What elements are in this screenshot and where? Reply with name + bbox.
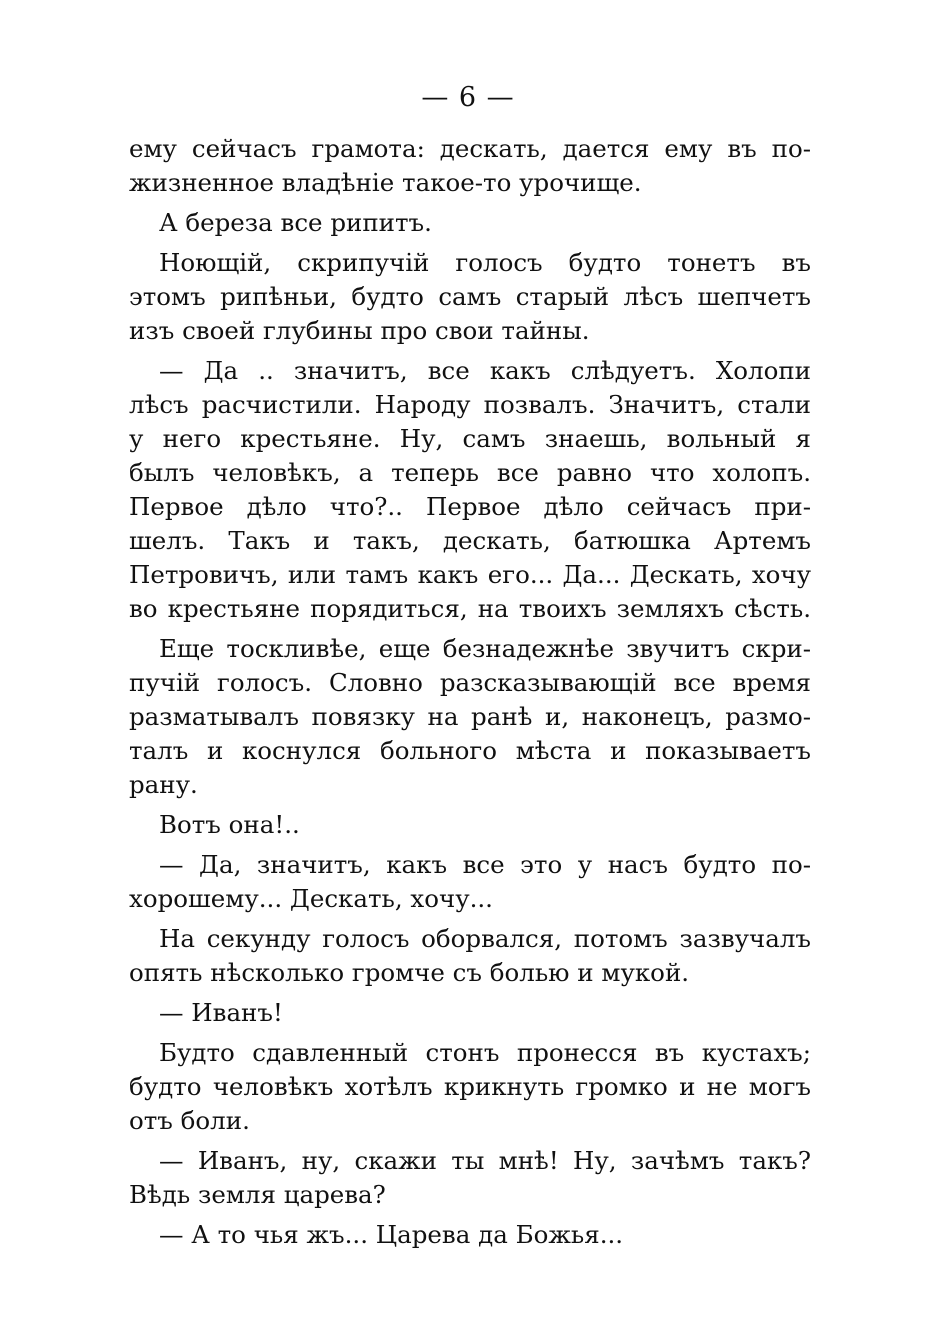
paragraph bbox=[129, 354, 811, 626]
text-line: у него крестьяне. Ну, самъ знаешь, вольный я bbox=[129, 424, 811, 453]
page-number: — 6 — bbox=[421, 82, 515, 113]
text-line: рану. bbox=[129, 770, 198, 799]
text-line: Еще тоскливѣе, еще безнадежнѣе звучитъ скри- bbox=[159, 634, 811, 663]
text-line: Будто сдавленный стонъ пронесся въ кустахъ; bbox=[159, 1038, 811, 1067]
paragraph bbox=[129, 996, 811, 1030]
text-line: опять нѣсколько громче съ болью и мукой. bbox=[129, 958, 690, 987]
paragraph bbox=[129, 922, 811, 990]
text-line: лѣсъ расчистили. Народу позвалъ. Значитъ, стали bbox=[129, 390, 811, 419]
paragraph bbox=[129, 632, 811, 802]
text-line: Вѣдь земля царева? bbox=[129, 1180, 386, 1209]
text-line: А береза все рипитъ. bbox=[159, 208, 432, 237]
body-text bbox=[129, 132, 811, 1252]
text-line: — Да, значитъ, какъ все это у насъ будто по- bbox=[159, 850, 811, 879]
text-line: Вотъ она!.. bbox=[159, 810, 300, 839]
text-line: На секунду голосъ оборвался, потомъ зазвучалъ bbox=[159, 924, 811, 953]
paragraph bbox=[129, 206, 811, 240]
text-line: талъ и коснулся больного мѣста и показываетъ bbox=[129, 736, 811, 765]
text-line: во крестьяне порядиться, на твоихъ земляхъ сѣсть. bbox=[129, 594, 811, 623]
paragraph bbox=[129, 1144, 811, 1212]
text-line: этомъ рипѣньи, будто самъ старый лѣсъ шепчетъ bbox=[129, 282, 811, 311]
text-line: разматывалъ повязку на ранѣ и, наконецъ, размо- bbox=[129, 702, 811, 731]
text-line: будто человѣкъ хотѣлъ крикнуть громко и не могъ bbox=[129, 1072, 811, 1101]
paragraph bbox=[129, 848, 811, 916]
text-line: шелъ. Такъ и такъ, дескать, батюшка Артемъ bbox=[129, 526, 811, 555]
paragraph bbox=[129, 808, 811, 842]
text-line: хорошему... Дескать, хочу... bbox=[129, 884, 493, 913]
paragraph bbox=[129, 1218, 811, 1252]
text-line: жизненное владѣніе такое-то урочище. bbox=[129, 168, 642, 197]
text-line: изъ своей глубины про свои тайны. bbox=[129, 316, 590, 345]
text-line: ему сейчасъ грамота: дескать, дается ему въ по- bbox=[129, 134, 811, 163]
text-line: Петровичъ, или тамъ какъ его... Да... Дескать, хочу bbox=[129, 560, 811, 589]
paragraph bbox=[129, 1036, 811, 1138]
text-line: — Да .. значитъ, все какъ слѣдуетъ. Холопи bbox=[159, 356, 811, 385]
paragraph bbox=[129, 246, 811, 348]
text-line: Ноющій, скрипучій голосъ будто тонетъ въ bbox=[159, 248, 811, 277]
text-line: — А то чья жъ... Царева да Божья... bbox=[159, 1220, 624, 1249]
text-line: Первое дѣло что?.. Первое дѣло сейчасъ при- bbox=[129, 492, 811, 521]
text-line: — Иванъ! bbox=[159, 998, 283, 1027]
text-line: — Иванъ, ну, скажи ты мнѣ! Ну, зачѣмъ такъ? bbox=[159, 1146, 811, 1175]
text-line: пучій голосъ. Словно разсказывающій все время bbox=[129, 668, 811, 697]
text-line: былъ человѣкъ, а теперь все равно что холопъ. bbox=[129, 458, 811, 487]
text-line: отъ боли. bbox=[129, 1106, 250, 1135]
paragraph bbox=[129, 132, 811, 200]
